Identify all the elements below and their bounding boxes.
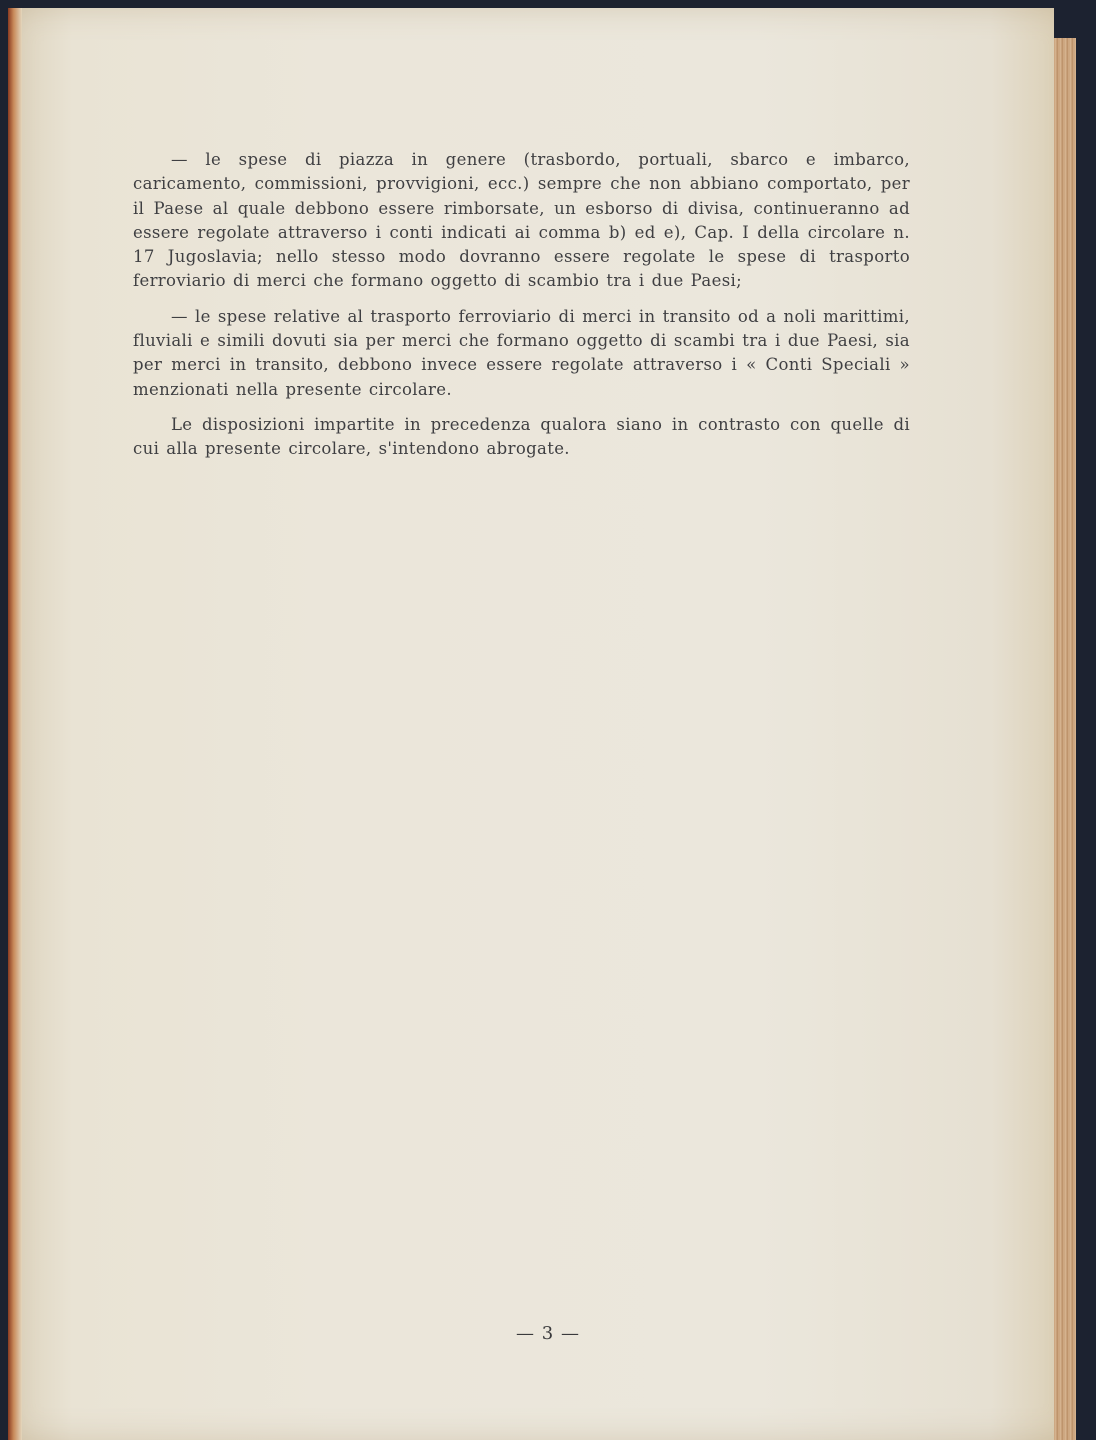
paragraph-abrogation: Le disposizioni impartite in precedenza qualora siano in contrasto con quelle di cui alla presente circolare, s'intendono abrogate. — [133, 414, 910, 459]
binding-left-edge — [8, 8, 22, 1440]
page-stack-right-edge — [1054, 8, 1076, 1440]
page-number: — 3 — — [516, 1323, 580, 1344]
body-text — [133, 148, 910, 473]
paragraph-transit-transport: — le spese relative al trasporto ferroviario di merci in transito od a noli marittimi, fluviali e simili dovuti sia per merci che formano oggetto di scambi tra i due Paesi, sia per merci in transito, debbono invece essere regolate attraverso i « Conti Speciali » menzionati nella presente circolare. — [133, 306, 910, 399]
page-stack-top-shadow — [1054, 8, 1076, 38]
paragraph-piazza-expenses: — le spese di piazza in genere (trasbordo, portuali, sbarco e imbarco, caricamento, commissioni, provvigioni, ecc.) sempre che non abbiano comportato, per il Paese al quale debbono essere rimborsate, un esborso di divisa, continueranno ad essere regolate attraverso i conti indicati ai comma b) ed e), Cap. I della circolare n. 17 Jugoslavia; nello stesso modo dovranno essere regolate le spese di trasporto ferroviario di merci che formano oggetto di scambio tra i due Paesi; — [133, 150, 910, 291]
